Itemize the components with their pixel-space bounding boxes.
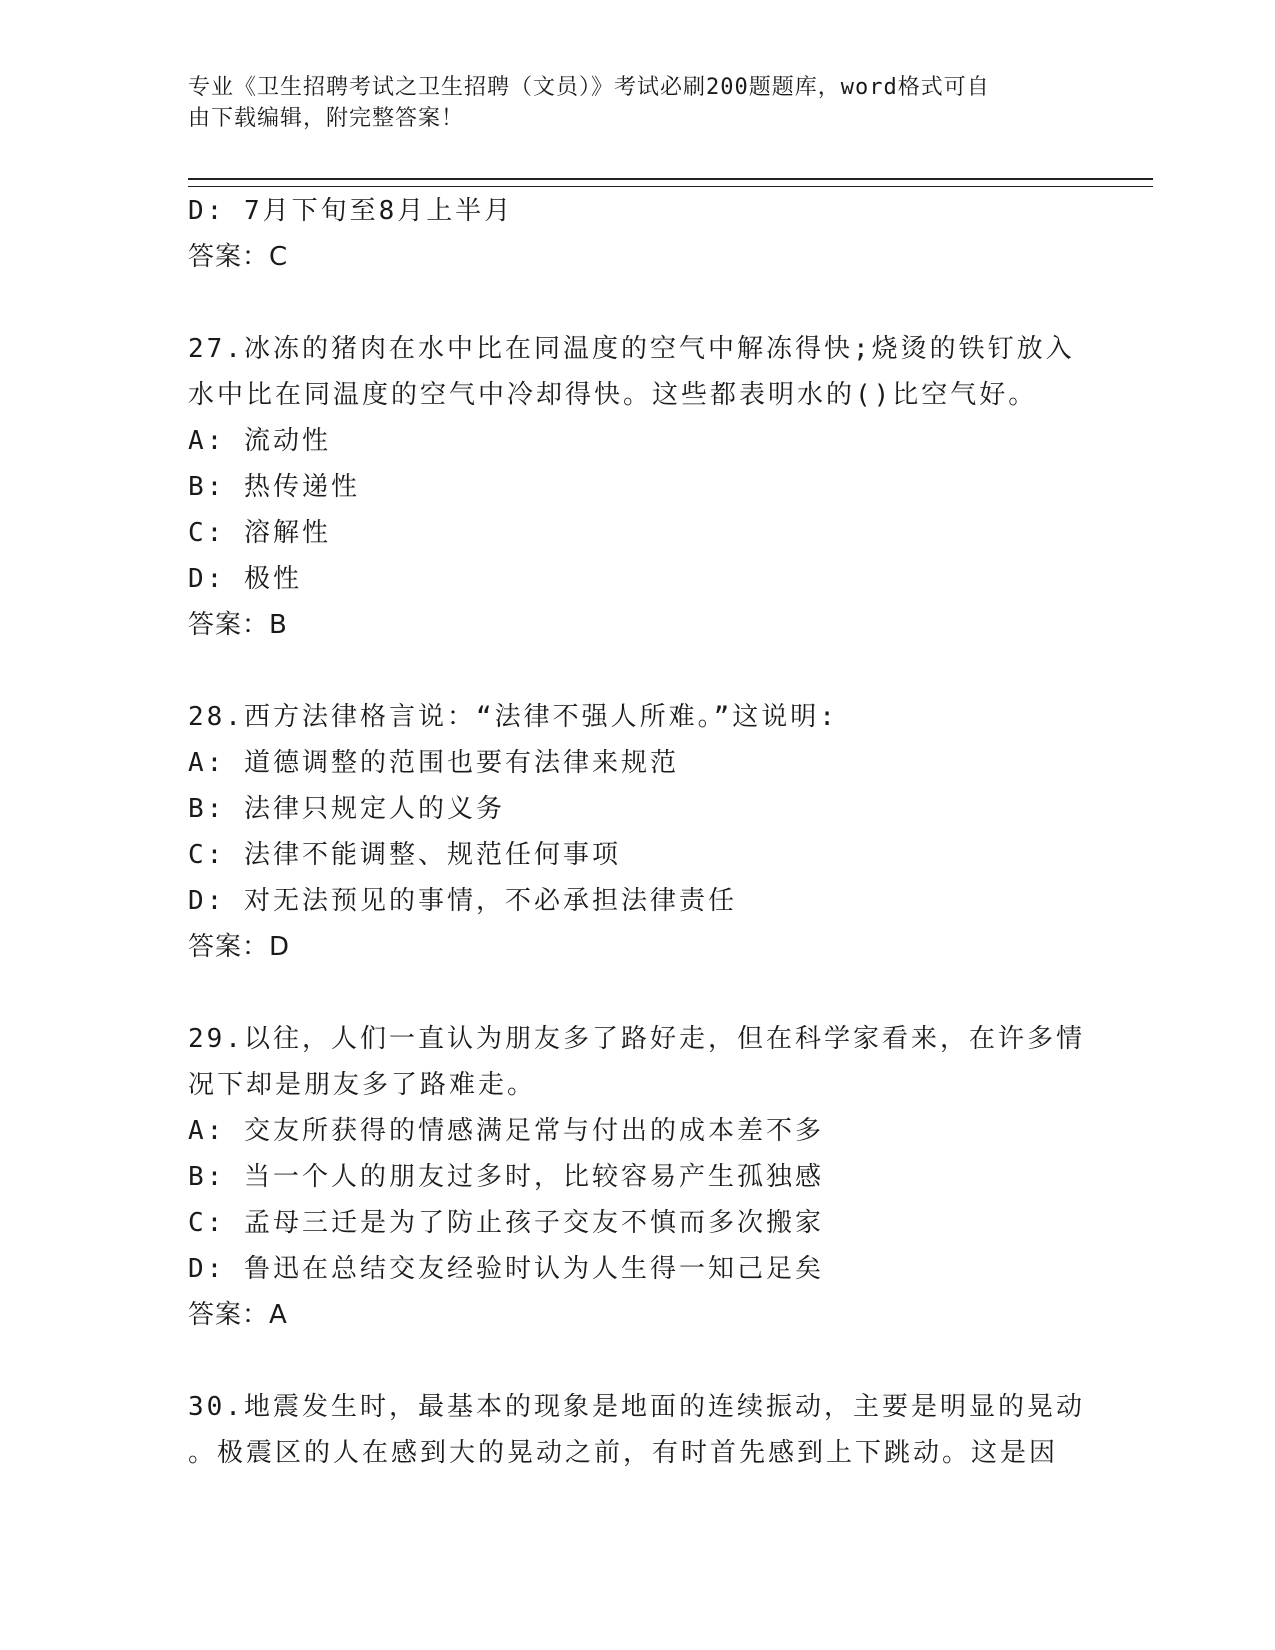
option-c: C: 孟母三迁是为了防止孩子交友不慎而多次搬家 — [188, 1208, 824, 1238]
spacer — [188, 648, 1088, 694]
header-divider — [188, 178, 1153, 187]
spacer — [188, 280, 1088, 326]
answer: 答案：B — [188, 610, 288, 640]
prev-question-tail — [188, 188, 1088, 280]
spacer — [188, 1338, 1088, 1384]
question-28 — [188, 694, 1088, 970]
question-30 — [188, 1384, 1088, 1476]
option-b: B: 热传递性 — [188, 472, 360, 502]
question-stem: 水中比在同温度的空气中冷却得快。这些都表明水的()比空气好。 — [188, 380, 1038, 410]
answer: 答案：D — [188, 932, 291, 962]
option-a: A: 流动性 — [188, 426, 331, 456]
answer: 答案：C — [188, 242, 289, 272]
question-list — [188, 188, 1088, 1476]
question-stem: 27.冰冻的猪肉在水中比在同温度的空气中解冻得快;烧烫的铁钉放入 — [188, 334, 1075, 364]
question-stem: 29.以往，人们一直认为朋友多了路好走，但在科学家看来，在许多情 — [188, 1024, 1085, 1054]
option-d: D: 极性 — [188, 564, 302, 594]
question-stem: 。极震区的人在感到大的晃动之前，有时首先感到上下跳动。这是因 — [188, 1438, 1059, 1468]
option-d: D: 7月下旬至8月上半月 — [188, 196, 514, 226]
option-c: C: 溶解性 — [188, 518, 331, 548]
header-line-2: 由下载编辑，附完整答案！ — [188, 106, 465, 131]
option-a: A: 道德调整的范围也要有法律来规范 — [188, 748, 679, 778]
option-d: D: 鲁迅在总结交友经验时认为人生得一知己足矣 — [188, 1254, 824, 1284]
option-b: B: 法律只规定人的义务 — [188, 794, 505, 824]
question-27 — [188, 326, 1088, 648]
question-29 — [188, 1016, 1088, 1338]
question-stem: 28.西方法律格言说：“法律不强人所难。”这说明: — [188, 702, 838, 732]
option-d: D: 对无法预见的事情，不必承担法律责任 — [188, 886, 737, 916]
question-stem: 30.地震发生时，最基本的现象是地面的连续振动，主要是明显的晃动 — [188, 1392, 1085, 1422]
answer: 答案：A — [188, 1300, 288, 1330]
option-a: A: 交友所获得的情感满足常与付出的成本差不多 — [188, 1116, 824, 1146]
question-stem: 况下却是朋友多了路难走。 — [188, 1070, 537, 1100]
option-c: C: 法律不能调整、规范任何事项 — [188, 840, 621, 870]
spacer — [188, 970, 1088, 1016]
option-b: B: 当一个人的朋友过多时，比较容易产生孤独感 — [188, 1162, 824, 1192]
document-header — [188, 72, 1088, 134]
header-line-1: 专业《卫生招聘考试之卫生招聘（文员）》考试必刷200题题库，word格式可自 — [188, 75, 990, 100]
